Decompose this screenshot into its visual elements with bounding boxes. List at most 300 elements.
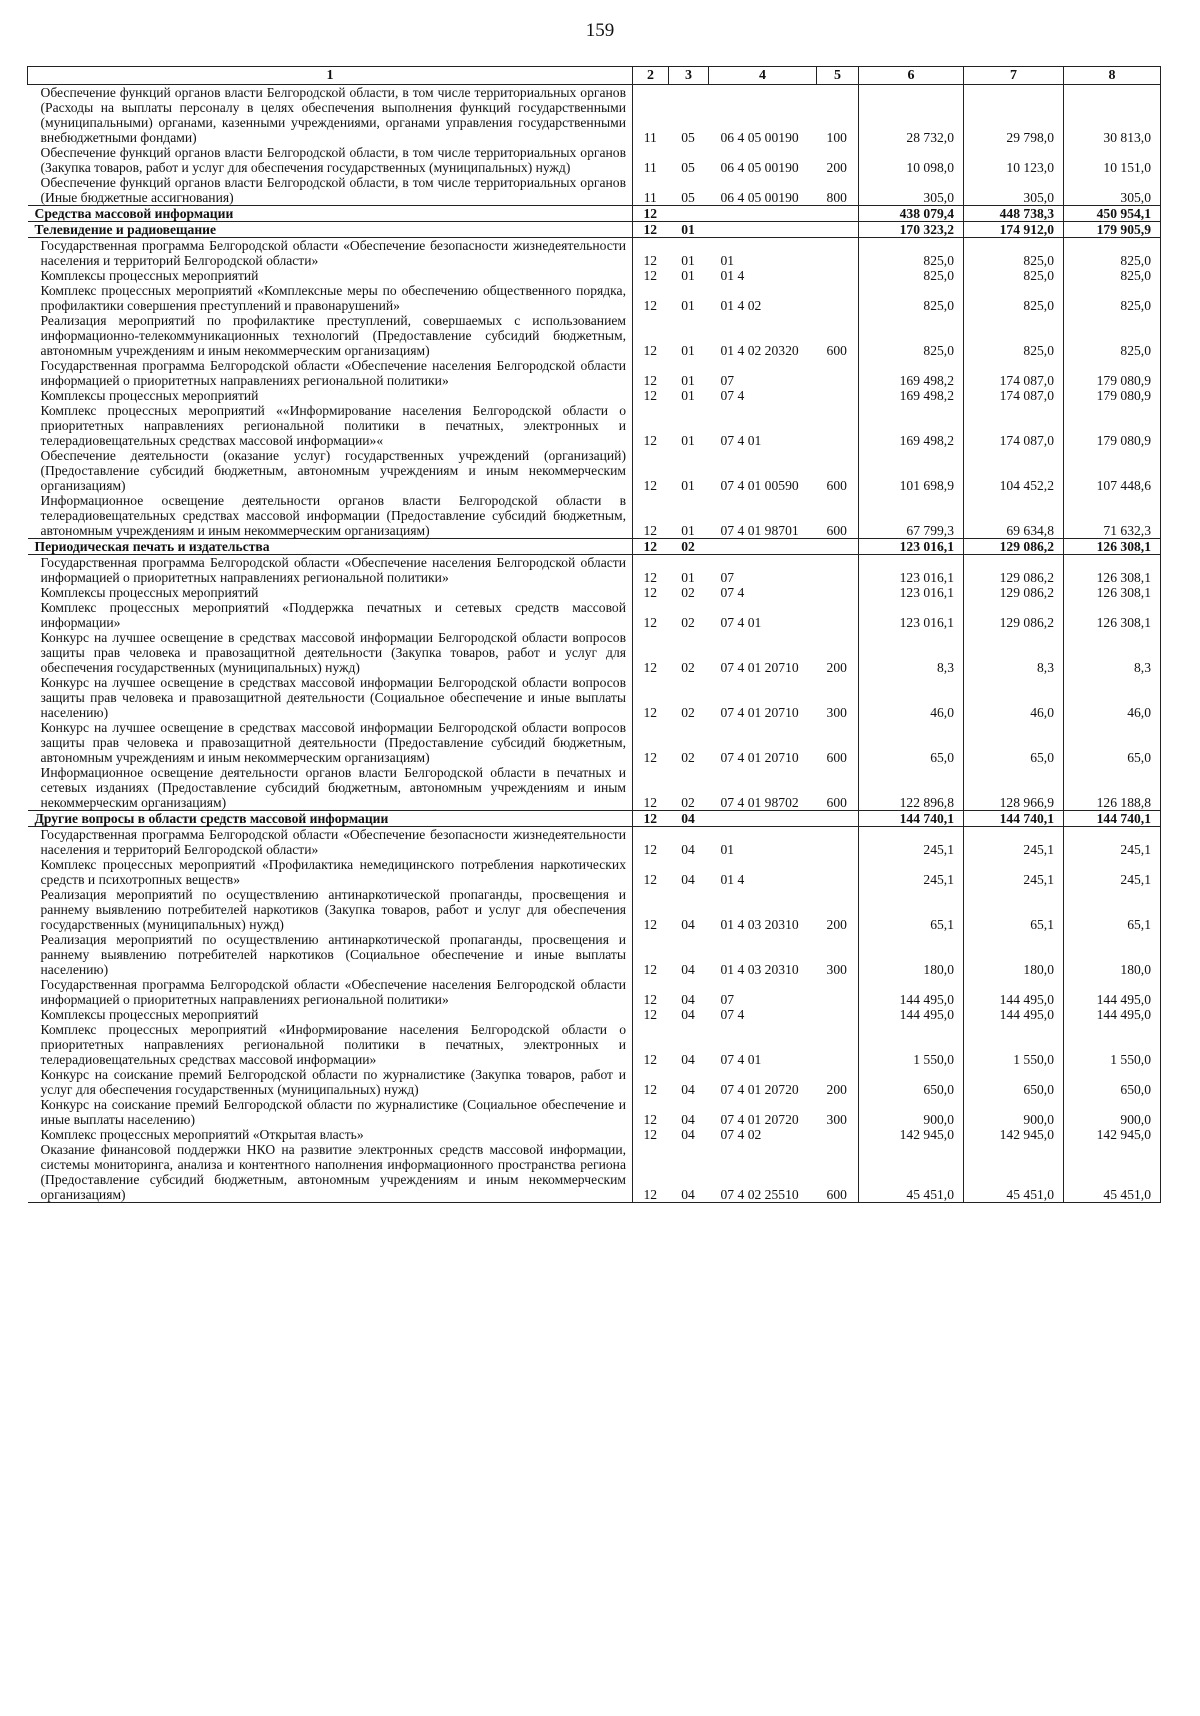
row-amount-1: 170 323,2 <box>859 222 964 238</box>
table-row <box>28 1022 1161 1067</box>
row-amount-3: 144 495,0 <box>1064 1007 1161 1022</box>
row-name: Комплекс процессных мероприятий «Информирование населения Белгородской области о приоритетных направлениях региональной политики в печатных, электронных и телерадиовещательных средствах массовой информации» <box>28 1022 633 1067</box>
row-amount-1: 825,0 <box>859 313 964 358</box>
row-expense-type-code: 200 <box>817 145 859 175</box>
row-target-item-code: 01 <box>720 253 735 268</box>
table-row <box>28 1097 1161 1127</box>
row-amount-1: 123 016,1 <box>859 539 964 555</box>
table-row <box>28 675 1161 720</box>
row-expense-type-code: 600 <box>817 313 859 358</box>
table-row <box>28 1127 1161 1142</box>
row-amount-2: 29 798,0 <box>964 85 1064 146</box>
column-header-amount-2: 7 <box>964 67 1064 85</box>
row-amount-1: 825,0 <box>859 268 964 283</box>
table-row <box>28 493 1161 539</box>
row-amount-3: 10 151,0 <box>1064 145 1161 175</box>
row-name: Комплекс процессных мероприятий «Поддержка печатных и сетевых средств массовой информации» <box>28 600 633 630</box>
row-subsection-code: 04 <box>681 962 695 977</box>
row-amount-3: 126 188,8 <box>1064 765 1161 811</box>
row-amount-1: 101 698,9 <box>859 448 964 493</box>
row-section-code: 11 <box>643 190 657 205</box>
row-target-item-code: 07 4 01 20710 <box>720 660 799 675</box>
row-subsection-code: 04 <box>681 1007 695 1022</box>
row-target-item-code: 07 4 01 98701 <box>720 523 799 538</box>
row-subsection-code: 02 <box>669 539 709 555</box>
row-amount-2: 128 966,9 <box>964 765 1064 811</box>
row-name: Конкурс на соискание премий Белгородской области по журналистике (Социальное обеспечение и иные выплаты населению) <box>28 1097 633 1127</box>
row-target-item-code: 07 4 01 <box>720 615 762 630</box>
row-amount-2: 144 740,1 <box>964 811 1064 827</box>
table-row <box>28 720 1161 765</box>
row-target-item-code: 01 4 <box>720 268 745 283</box>
row-amount-2: 69 634,8 <box>964 493 1064 539</box>
row-amount-2: 825,0 <box>964 268 1064 283</box>
row-name: Комплексы процессных мероприятий <box>28 1007 633 1022</box>
row-section-code: 12 <box>633 1142 669 1203</box>
column-header-subsection: 3 <box>669 67 709 85</box>
row-amount-2: 142 945,0 <box>964 1127 1064 1142</box>
row-subsection-code: 04 <box>681 992 695 1007</box>
row-section-code: 12 <box>643 388 658 403</box>
table-row <box>28 358 1161 388</box>
row-subsection-code: 01 <box>681 343 695 358</box>
row-subsection-code: 01 <box>681 433 695 448</box>
table-row <box>28 827 1161 858</box>
row-amount-3: 179 080,9 <box>1064 358 1161 388</box>
row-subsection-code: 01 <box>681 253 695 268</box>
row-expense-type-code: 800 <box>817 175 859 206</box>
row-amount-2: 65,0 <box>964 720 1064 765</box>
column-header-target-item: 4 <box>709 67 817 85</box>
row-amount-1: 144 495,0 <box>859 1007 964 1022</box>
row-amount-2: 129 086,2 <box>964 600 1064 630</box>
row-amount-3: 107 448,6 <box>1064 448 1161 493</box>
table-row <box>28 555 1161 586</box>
row-amount-2: 10 123,0 <box>964 145 1064 175</box>
row-amount-2: 305,0 <box>964 175 1064 206</box>
row-expense-type-code <box>817 403 859 448</box>
row-section-code: 11 <box>643 130 657 145</box>
row-section-code: 12 <box>643 705 658 720</box>
row-amount-3: 650,0 <box>1064 1067 1161 1097</box>
table-row <box>28 238 1161 269</box>
row-section-code: 12 <box>643 992 658 1007</box>
row-amount-1: 65,0 <box>859 720 964 765</box>
row-amount-1: 123 016,1 <box>859 600 964 630</box>
row-amount-1: 144 495,0 <box>859 977 964 1007</box>
row-section-code: 12 <box>643 615 658 630</box>
row-target-item-code: 06 4 05 00190 <box>720 190 799 205</box>
row-target-item-code: 07 4 <box>720 388 745 403</box>
row-amount-1: 123 016,1 <box>859 585 964 600</box>
row-amount-1: 169 498,2 <box>859 358 964 388</box>
row-subsection-code: 04 <box>669 1142 709 1203</box>
row-amount-3: 245,1 <box>1064 827 1161 858</box>
row-section-code: 12 <box>643 1082 658 1097</box>
row-section-code: 12 <box>643 1112 658 1127</box>
row-amount-1: 10 098,0 <box>859 145 964 175</box>
row-expense-type-code <box>817 238 859 269</box>
row-subsection-code: 05 <box>681 190 695 205</box>
row-amount-3: 126 308,1 <box>1064 555 1161 586</box>
row-amount-2: 174 912,0 <box>964 222 1064 238</box>
table-row <box>28 765 1161 811</box>
row-name: Комплекс процессных мероприятий «Профилактика немедицинского потребления наркотических средств и психотропных веществ» <box>28 857 633 887</box>
row-subsection-code: 04 <box>669 811 709 827</box>
row-amount-2: 825,0 <box>964 238 1064 269</box>
row-target-item-code: 01 4 <box>720 872 745 887</box>
row-target-item-code: 07 4 <box>720 585 745 600</box>
row-expense-type-code: 200 <box>817 887 859 932</box>
row-amount-1: 144 740,1 <box>859 811 964 827</box>
table-row <box>28 1007 1161 1022</box>
row-amount-2: 65,1 <box>964 887 1064 932</box>
row-amount-3: 825,0 <box>1064 238 1161 269</box>
row-expense-type-code <box>817 358 859 388</box>
row-subsection-code: 02 <box>681 615 695 630</box>
column-number-header <box>28 67 1161 85</box>
row-target-item-code: 07 <box>720 373 735 388</box>
row-expense-type-code <box>817 585 859 600</box>
row-expense-type-code <box>817 388 859 403</box>
row-name: Комплексы процессных мероприятий <box>28 585 633 600</box>
column-header-amount-3: 8 <box>1064 67 1161 85</box>
row-amount-3: 126 308,1 <box>1064 539 1161 555</box>
row-section-code: 12 <box>643 433 658 448</box>
row-amount-3: 1 550,0 <box>1064 1022 1161 1067</box>
row-name: Реализация мероприятий по профилактике преступлений, совершаемых с использованием информационно-телекоммуникационных технологий (Предоставление субсидий бюджетным, автономным учреждениям и иным некоммерческим организациям) <box>28 313 633 358</box>
row-amount-2: 8,3 <box>964 630 1064 675</box>
row-expense-type-code: 300 <box>817 1097 859 1127</box>
row-amount-2: 46,0 <box>964 675 1064 720</box>
row-amount-3: 65,0 <box>1064 720 1161 765</box>
row-expense-type-code: 600 <box>817 493 859 539</box>
row-amount-2: 245,1 <box>964 827 1064 858</box>
row-name: Государственная программа Белгородской области «Обеспечение населения Белгородской области информацией о приоритетных направлениях региональной политики» <box>28 555 633 586</box>
row-section-code: 12 <box>643 917 658 932</box>
row-amount-3: 126 308,1 <box>1064 600 1161 630</box>
row-target-item-code: 01 <box>720 842 735 857</box>
row-amount-2: 1 550,0 <box>964 1022 1064 1067</box>
row-expense-type-code <box>817 539 859 555</box>
row-expense-type-code <box>817 600 859 630</box>
row-target-item-code: 07 4 01 20710 <box>720 750 799 765</box>
row-target-item-code: 01 4 03 20310 <box>720 917 799 932</box>
row-amount-2: 45 451,0 <box>964 1142 1064 1203</box>
row-section-code: 12 <box>643 253 658 268</box>
row-section-code: 12 <box>633 206 669 222</box>
row-expense-type-code: 600 <box>817 720 859 765</box>
row-amount-2: 900,0 <box>964 1097 1064 1127</box>
row-amount-3: 65,1 <box>1064 887 1161 932</box>
row-section-code: 12 <box>643 795 658 810</box>
row-amount-1: 65,1 <box>859 887 964 932</box>
row-expense-type-code: 300 <box>817 675 859 720</box>
row-amount-2: 245,1 <box>964 857 1064 887</box>
row-name: Государственная программа Белгородской области «Обеспечение безопасности жизнедеятельности населения и территорий Белгородской области» <box>28 827 633 858</box>
row-target-item-code: 07 <box>720 992 735 1007</box>
row-amount-2: 144 495,0 <box>964 1007 1064 1022</box>
row-amount-2: 174 087,0 <box>964 403 1064 448</box>
row-amount-1: 8,3 <box>859 630 964 675</box>
row-expense-type-code: 100 <box>817 85 859 146</box>
row-amount-3: 179 905,9 <box>1064 222 1161 238</box>
row-name: Средства массовой информации <box>28 206 633 222</box>
row-amount-3: 179 080,9 <box>1064 388 1161 403</box>
row-expense-type-code: 600 <box>817 1142 859 1203</box>
row-subsection-code: 01 <box>681 478 695 493</box>
row-amount-2: 180,0 <box>964 932 1064 977</box>
row-expense-type-code <box>817 283 859 313</box>
row-subsection-code: 01 <box>681 570 695 585</box>
table-row <box>28 283 1161 313</box>
column-header-expense-type: 5 <box>817 67 859 85</box>
row-section-code: 12 <box>643 268 658 283</box>
row-target-item-code <box>709 206 817 222</box>
row-amount-2: 825,0 <box>964 283 1064 313</box>
row-amount-1: 28 732,0 <box>859 85 964 146</box>
row-name: Комплекс процессных мероприятий «Открытая власть» <box>28 1127 633 1142</box>
row-target-item-code: 01 4 02 <box>720 298 762 313</box>
section-total-row <box>28 539 1161 555</box>
row-subsection-code: 05 <box>681 160 695 175</box>
row-amount-1: 142 945,0 <box>859 1127 964 1142</box>
table-row <box>28 887 1161 932</box>
row-target-item-code: 07 4 01 20710 <box>720 705 799 720</box>
row-subsection-code <box>669 206 709 222</box>
row-subsection-code: 01 <box>681 388 695 403</box>
row-subsection-code: 02 <box>681 795 695 810</box>
row-expense-type-code <box>817 555 859 586</box>
row-name: Телевидение и радиовещание <box>28 222 633 238</box>
row-amount-2: 174 087,0 <box>964 388 1064 403</box>
row-amount-1: 67 799,3 <box>859 493 964 539</box>
row-amount-2: 174 087,0 <box>964 358 1064 388</box>
row-section-code: 12 <box>643 660 658 675</box>
row-section-code: 12 <box>633 811 669 827</box>
row-amount-2: 144 495,0 <box>964 977 1064 1007</box>
row-amount-3: 8,3 <box>1064 630 1161 675</box>
row-amount-3: 30 813,0 <box>1064 85 1161 146</box>
row-name: Государственная программа Белгородской области «Обеспечение безопасности жизнедеятельности населения и территорий Белгородской области» <box>28 238 633 269</box>
table-row <box>28 85 1161 146</box>
column-header-amount-1: 6 <box>859 67 964 85</box>
section-total-row <box>28 206 1161 222</box>
row-amount-2: 650,0 <box>964 1067 1064 1097</box>
row-subsection-code: 04 <box>681 1112 695 1127</box>
row-target-item-code: 07 <box>720 570 735 585</box>
table-row <box>28 600 1161 630</box>
table-row <box>28 268 1161 283</box>
row-amount-1: 180,0 <box>859 932 964 977</box>
row-target-item-code: 07 4 01 20720 <box>720 1112 799 1127</box>
row-subsection-code: 04 <box>681 1052 695 1067</box>
row-amount-2: 129 086,2 <box>964 539 1064 555</box>
row-expense-type-code <box>817 811 859 827</box>
table-row <box>28 145 1161 175</box>
row-subsection-code: 01 <box>681 523 695 538</box>
row-amount-3: 305,0 <box>1064 175 1161 206</box>
row-amount-3: 180,0 <box>1064 932 1161 977</box>
row-amount-1: 46,0 <box>859 675 964 720</box>
table-row <box>28 403 1161 448</box>
row-subsection-code: 04 <box>681 872 695 887</box>
row-amount-2: 129 086,2 <box>964 555 1064 586</box>
row-name: Комплексы процессных мероприятий <box>28 268 633 283</box>
row-expense-type-code <box>817 268 859 283</box>
row-target-item-code: 07 4 <box>720 1007 745 1022</box>
row-target-item-code <box>709 222 817 238</box>
row-amount-1: 305,0 <box>859 175 964 206</box>
row-subsection-code: 01 <box>669 222 709 238</box>
row-subsection-code: 04 <box>681 842 695 857</box>
row-name: Реализация мероприятий по осуществлению антинаркотической пропаганды, просвещения и раннему выявлению потребителей наркотиков (Закупка товаров, работ и услуг для обеспечения государственных (муниципальных) нужд) <box>28 887 633 932</box>
row-expense-type-code <box>817 1007 859 1022</box>
row-expense-type-code <box>817 222 859 238</box>
row-section-code: 12 <box>633 222 669 238</box>
row-expense-type-code: 200 <box>817 1067 859 1097</box>
row-target-item-code <box>709 811 817 827</box>
row-amount-3: 144 740,1 <box>1064 811 1161 827</box>
row-name: Периодическая печать и издательства <box>28 539 633 555</box>
row-section-code: 12 <box>643 343 658 358</box>
row-target-item-code: 07 4 01 98702 <box>720 795 799 810</box>
row-name: Комплексы процессных мероприятий <box>28 388 633 403</box>
row-name: Конкурс на лучшее освещение в средствах массовой информации Белгородской области вопросов защиты прав человека и правозащитной деятельности (Предоставление субсидий бюджетным, автономным учреждениям и иным некоммерческим организациям) <box>28 720 633 765</box>
row-amount-1: 245,1 <box>859 857 964 887</box>
row-amount-1: 900,0 <box>859 1097 964 1127</box>
table-row <box>28 932 1161 977</box>
row-section-code: 12 <box>643 478 658 493</box>
row-amount-1: 825,0 <box>859 283 964 313</box>
row-section-code: 12 <box>643 523 658 538</box>
row-amount-1: 169 498,2 <box>859 403 964 448</box>
row-target-item-code: 07 4 02 25510 <box>709 1142 817 1203</box>
row-section-code: 12 <box>633 539 669 555</box>
row-amount-3: 825,0 <box>1064 313 1161 358</box>
row-amount-3: 179 080,9 <box>1064 403 1161 448</box>
row-name: Информационное освещение деятельности органов власти Белгородской области в печатных и сетевых изданиях (Предоставление субсидий бюджетным, автономным учреждениям и иным некоммерческим организациям) <box>28 765 633 811</box>
row-name: Реализация мероприятий по осуществлению антинаркотической пропаганды, просвещения и раннему выявлению потребителей наркотиков (Социальное обеспечение и иные выплаты населению) <box>28 932 633 977</box>
row-expense-type-code <box>817 827 859 858</box>
row-subsection-code: 01 <box>681 298 695 313</box>
row-amount-1: 825,0 <box>859 238 964 269</box>
row-expense-type-code <box>817 206 859 222</box>
row-name: Обеспечение функций органов власти Белгородской области, в том числе территориальных органов (Закупка товаров, работ и услуг для обеспечения государственных (муниципальных) нужд) <box>28 145 633 175</box>
row-subsection-code: 05 <box>681 130 695 145</box>
row-amount-1: 650,0 <box>859 1067 964 1097</box>
table-row <box>28 1067 1161 1097</box>
row-amount-3: 126 308,1 <box>1064 585 1161 600</box>
row-name: Конкурс на соискание премий Белгородской области по журналистике (Закупка товаров, работ и услуг для обеспечения государственных (муниципальных) нужд) <box>28 1067 633 1097</box>
row-subsection-code: 04 <box>681 1082 695 1097</box>
row-expense-type-code <box>817 977 859 1007</box>
row-target-item-code: 07 4 01 20720 <box>720 1082 799 1097</box>
section-total-row <box>28 811 1161 827</box>
row-expense-type-code <box>817 1022 859 1067</box>
row-subsection-code: 01 <box>681 268 695 283</box>
row-amount-3: 142 945,0 <box>1064 1127 1161 1142</box>
row-amount-1: 169 498,2 <box>859 388 964 403</box>
row-name: Комплекс процессных мероприятий ««Информирование населения Белгородской области о приоритетных направлениях региональной политики в печатных, электронных и телерадиовещательных средствах массовой информации»« <box>28 403 633 448</box>
row-target-item-code: 06 4 05 00190 <box>720 130 799 145</box>
row-amount-1: 1 550,0 <box>859 1022 964 1067</box>
row-amount-3: 45 451,0 <box>1064 1142 1161 1203</box>
row-amount-1: 123 016,1 <box>859 555 964 586</box>
row-subsection-code: 02 <box>681 750 695 765</box>
row-amount-3: 825,0 <box>1064 283 1161 313</box>
row-section-code: 12 <box>643 1052 658 1067</box>
row-name: Обеспечение деятельности (оказание услуг) государственных учреждений (организаций) (Предоставление субсидий бюджетным, автономным учреждениям и иным некоммерческим организациям) <box>28 448 633 493</box>
table-row <box>28 585 1161 600</box>
table-row <box>28 388 1161 403</box>
table-row <box>28 1142 1161 1203</box>
row-expense-type-code <box>817 1127 859 1142</box>
row-amount-2: 129 086,2 <box>964 585 1064 600</box>
page-number: 159 <box>585 20 615 41</box>
row-expense-type-code <box>817 857 859 887</box>
row-target-item-code: 01 4 02 20320 <box>720 343 799 358</box>
row-target-item-code: 06 4 05 00190 <box>720 160 799 175</box>
row-section-code: 12 <box>643 585 658 600</box>
row-section-code: 11 <box>643 160 657 175</box>
row-name: Обеспечение функций органов власти Белгородской области, в том числе территориальных органов (Расходы на выплаты персоналу в целях обеспечения выполнения функций государственными (муниципальными) органами, казенными учреждениями, органами управления государственными внебюджетными фондами) <box>28 85 633 146</box>
row-subsection-code: 04 <box>681 917 695 932</box>
row-subsection-code: 02 <box>681 705 695 720</box>
row-section-code: 12 <box>643 842 658 857</box>
row-amount-1: 45 451,0 <box>859 1142 964 1203</box>
section-total-row <box>28 222 1161 238</box>
row-expense-type-code: 600 <box>817 765 859 811</box>
row-section-code: 12 <box>643 570 658 585</box>
table-row <box>28 313 1161 358</box>
row-target-item-code: 07 4 01 <box>720 433 762 448</box>
table-row <box>28 857 1161 887</box>
row-amount-1: 122 896,8 <box>859 765 964 811</box>
row-name: Обеспечение функций органов власти Белгородской области, в том числе территориальных органов (Иные бюджетные ассигнования) <box>28 175 633 206</box>
table-row <box>28 448 1161 493</box>
row-name: Оказание финансовой поддержки НКО на развитие электронных средств массовой информации, системы мониторинга, анализа и контентного наполнения информационного пространства региона (Предоставление субсидий бюджетным, автономным учреждениям и иным некоммерческим организациям) <box>28 1142 633 1203</box>
row-amount-3: 144 495,0 <box>1064 977 1161 1007</box>
table-row <box>28 977 1161 1007</box>
row-amount-3: 450 954,1 <box>1064 206 1161 222</box>
row-section-code: 12 <box>643 298 658 313</box>
row-target-item-code: 01 4 03 20310 <box>720 962 799 977</box>
table-row <box>28 175 1161 206</box>
column-header-section: 2 <box>633 67 669 85</box>
budget-table <box>27 66 1161 1203</box>
row-target-item-code <box>709 539 817 555</box>
row-subsection-code: 01 <box>681 373 695 388</box>
row-amount-1: 438 079,4 <box>859 206 964 222</box>
row-section-code: 12 <box>643 962 658 977</box>
row-amount-3: 900,0 <box>1064 1097 1161 1127</box>
row-amount-3: 245,1 <box>1064 857 1161 887</box>
row-name: Государственная программа Белгородской области «Обеспечение населения Белгородской области информацией о приоритетных направлениях региональной политики» <box>28 358 633 388</box>
row-target-item-code: 07 4 01 00590 <box>720 478 799 493</box>
row-subsection-code: 02 <box>681 660 695 675</box>
row-expense-type-code: 200 <box>817 630 859 675</box>
row-name: Государственная программа Белгородской области «Обеспечение населения Белгородской области информацией о приоритетных направлениях региональной политики» <box>28 977 633 1007</box>
row-name: Другие вопросы в области средств массовой информации <box>28 811 633 827</box>
row-name: Информационное освещение деятельности органов власти Белгородской области в телерадиовещательных средствах массовой информации (Предоставление субсидий бюджетным, автономным учреждениям и иным некоммерческим организациям) <box>28 493 633 539</box>
row-subsection-code: 04 <box>681 1127 695 1142</box>
row-section-code: 12 <box>643 750 658 765</box>
row-amount-3: 46,0 <box>1064 675 1161 720</box>
row-target-item-code: 07 4 02 <box>720 1127 762 1142</box>
row-amount-2: 104 452,2 <box>964 448 1064 493</box>
row-expense-type-code: 300 <box>817 932 859 977</box>
